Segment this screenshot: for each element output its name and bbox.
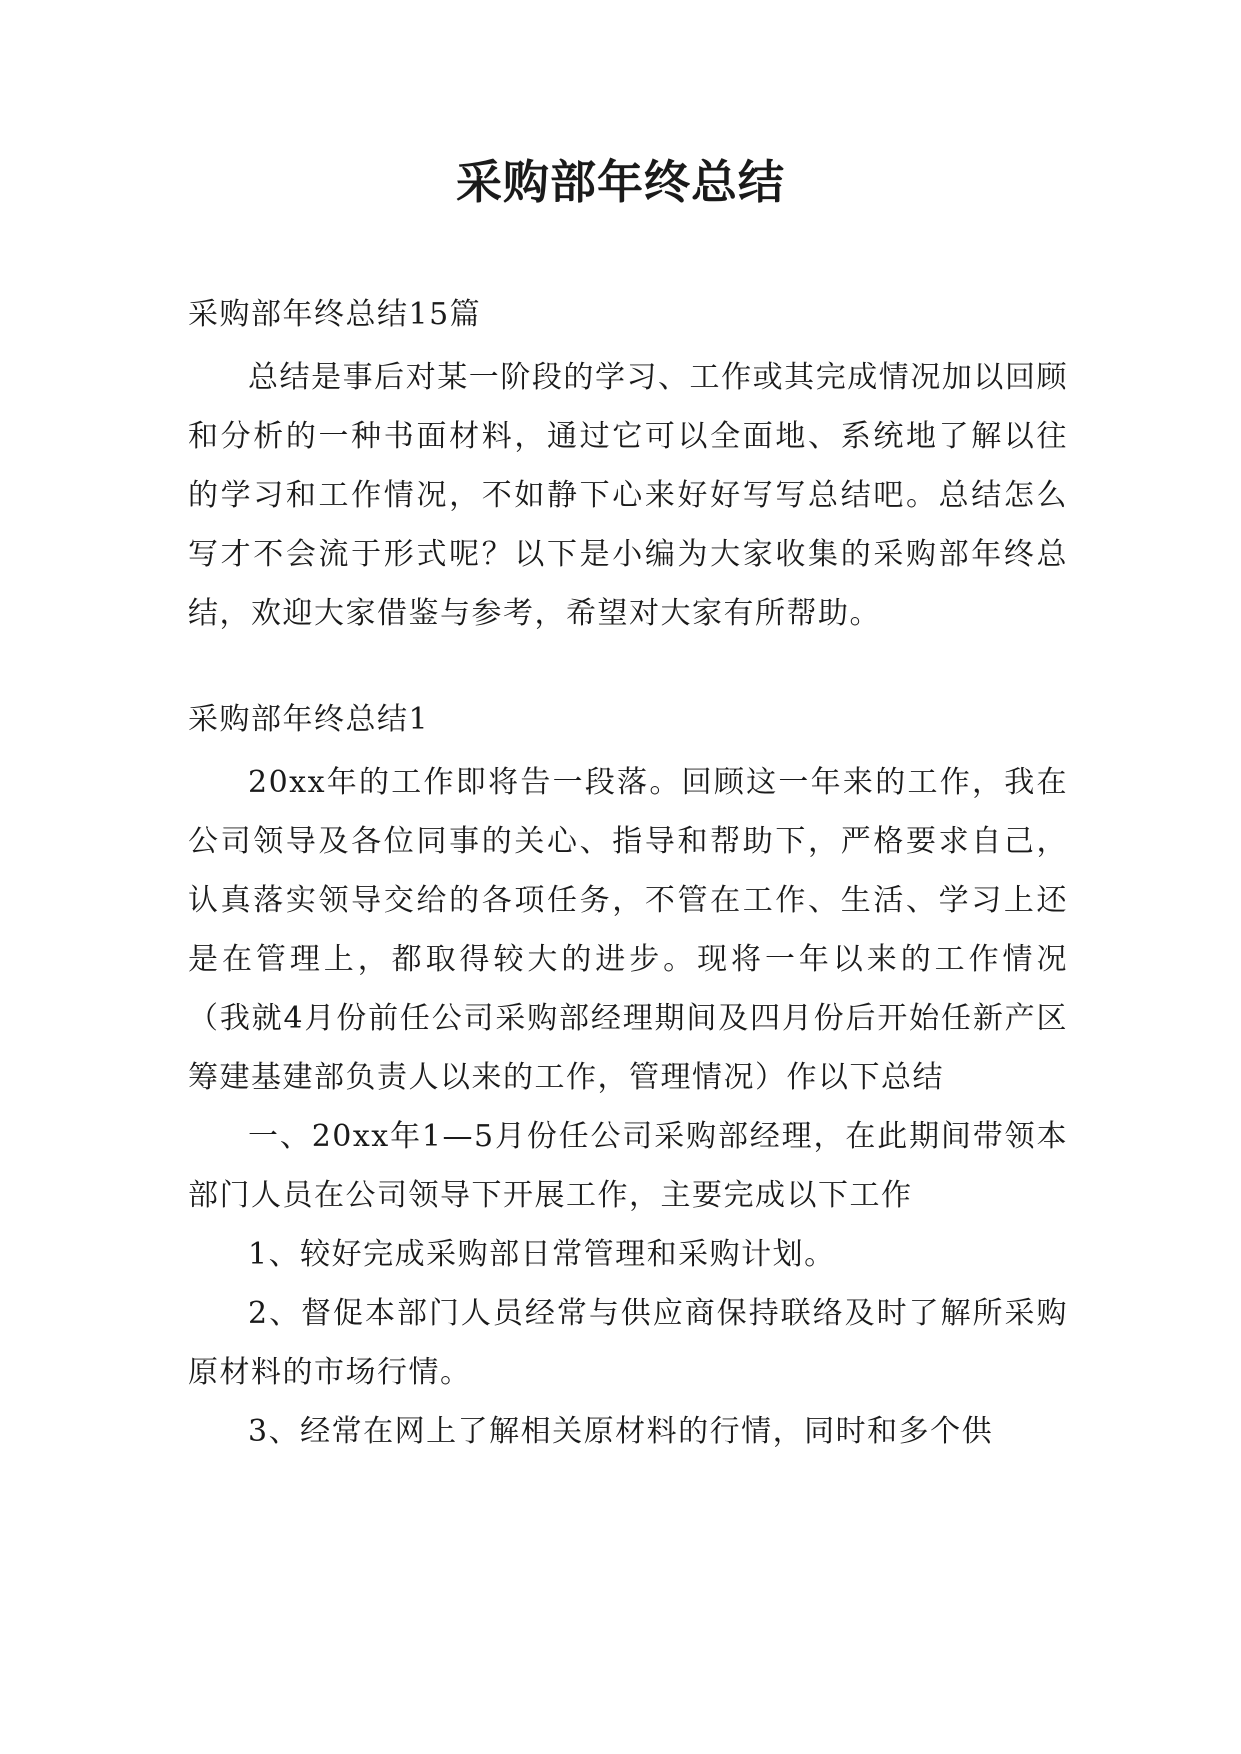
- document-title: 采购部年终总结: [456, 155, 785, 209]
- intro-paragraph: 总结是事后对某一阶段的学习、工作或其完成情况加以回顾和分析的一种书面材料，通过它可以全面地、系统地了解以往的学习和工作情况，不如静下心来好好写写总结吧。总结怎么写才不会流于形式呢？以下是小编为大家收集的采购部年终总结，欢迎大家借鉴与参考，希望对大家有所帮助。: [188, 360, 1068, 631]
- list-item: 2、督促本部门人员经常与供应商保持联络及时了解所采购原材料的市场行情。: [188, 1296, 1068, 1390]
- section-heading: 采购部年终总结1: [188, 702, 430, 737]
- document-body: [188, 290, 1068, 1461]
- list-item: 1、较好完成采购部日常管理和采购计划。: [248, 1237, 836, 1272]
- list-item: 3、经常在网上了解相关原材料的行情，同时和多个供: [248, 1414, 994, 1449]
- document-subtitle: 采购部年终总结15篇: [188, 297, 482, 332]
- body-paragraph: 20xx年的工作即将告一段落。回顾这一年来的工作，我在公司领导及各位同事的关心、指导和帮助下，严格要求自己，认真落实领导交给的各项任务，不管在工作、生活、学习上还是在管理上，都取得较大的进步。现将一年以来的工作情况（我就4月份前任公司采购部经理期间及四月份后开始任新产区筹建基建部负责人以来的工作，管理情况）作以下总结: [188, 765, 1068, 1095]
- section-spacer: [188, 643, 1068, 695]
- body-paragraph: 一、20xx年1—5月份任公司采购部经理，在此期间带领本部门人员在公司领导下开展工作，主要完成以下工作: [188, 1119, 1068, 1213]
